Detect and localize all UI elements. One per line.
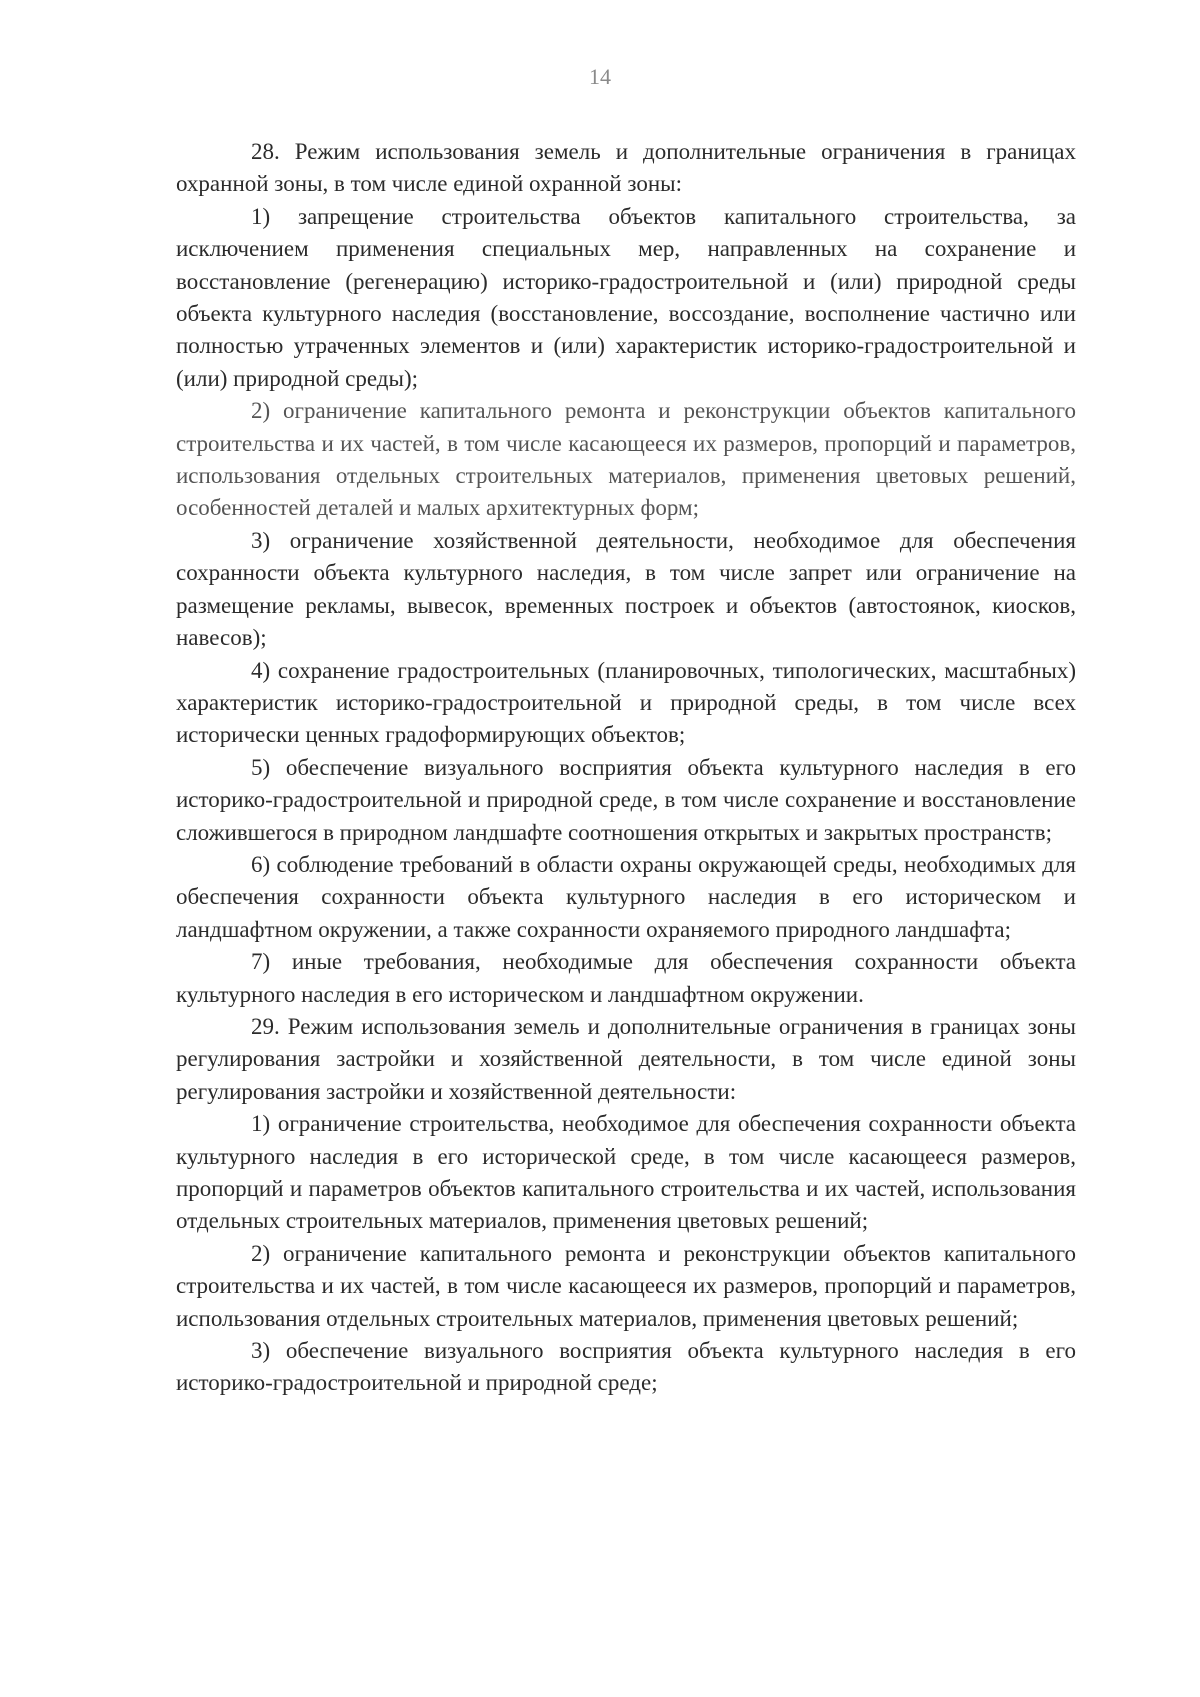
page-number: 14 <box>589 64 611 89</box>
paragraph-28-item-2: 2) ограничение капитального ремонта и реконструкции объектов капитального строительства и их частей, в том числе касающееся их размеров, пропорций и параметров, использования отдельных строительных материалов, применения цветовых решений, особенностей деталей и малых архитектурных форм; <box>176 398 1076 521</box>
paragraph-28-item-5: 5) обеспечение визуального восприятия объекта культурного наследия в его историко-градостроительной и природной среде, в том числе сохранение и восстановление сложившегося в природном ландшафте соотношения открытых и закрытых пространств; <box>176 754 1076 845</box>
paragraph-28-heading: 28. Режим использования земель и дополнительные ограничения в границах охранной зоны, в том числе единой охранной зоны: <box>176 139 1076 197</box>
paragraph-28-item-3: 3) ограничение хозяйственной деятельности, необходимое для обеспечения сохранности объекта культурного наследия, в том числе запрет или ограничение на размещение рекламы, вывесок, временных построек и объектов (автостоянок, киосков, навесов); <box>176 527 1076 651</box>
paragraph-28-item-4: 4) сохранение градостроительных (планировочных, типологических, масштабных) характеристик историко-градостроительной и природной среды, в том числе всех исторически ценных градоформирующих объектов; <box>176 657 1076 748</box>
paragraph-29-item-1: 1) ограничение строительства, необходимое для обеспечения сохранности объекта культурного наследия в его исторической среде, в том числе касающееся размеров, пропорций и параметров объектов капитального строительства и их частей, использования отдельных строительных материалов, применения цветовых решений; <box>176 1111 1076 1234</box>
paragraph-29-heading: 29. Режим использования земель и дополнительные ограничения в границах зоны регулирования застройки и хозяйственной деятельности, в том числе единой зоны регулирования застройки и хозяйственной деятельности: <box>176 1013 1076 1104</box>
paragraph-28-item-1: 1) запрещение строительства объектов капитального строительства, за исключением применения специальных мер, направленных на сохранение и восстановление (регенерацию) историко-градостроительной и (или) природной среды объекта культурного наследия (восстановление, воссоздание, восполнение частично или полностью утраченных элементов и (или) характеристик историко-градостроительной и (или) природной среды); <box>176 203 1076 391</box>
paragraph-29-item-3: 3) обеспечение визуального восприятия объекта культурного наследия в его историко-градостроительной и природной среде; <box>176 1338 1076 1396</box>
document-body <box>176 136 1076 1400</box>
paragraph-29-item-2: 2) ограничение капитального ремонта и реконструкции объектов капитального строительства и их частей, в том числе касающееся их размеров, пропорций и параметров, использования отдельных строительных материалов, применения цветовых решений; <box>176 1240 1076 1331</box>
paragraph-28-item-6: 6) соблюдение требований в области охраны окружающей среды, необходимых для обеспечения сохранности объекта культурного наследия в его историческом и ландшафтном окружении, а также сохранности охраняемого природного ландшафта; <box>176 851 1076 942</box>
paragraph-28-item-7: 7) иные требования, необходимые для обеспечения сохранности объекта культурного наследия в его историческом и ландшафтном окружении. <box>176 949 1076 1007</box>
